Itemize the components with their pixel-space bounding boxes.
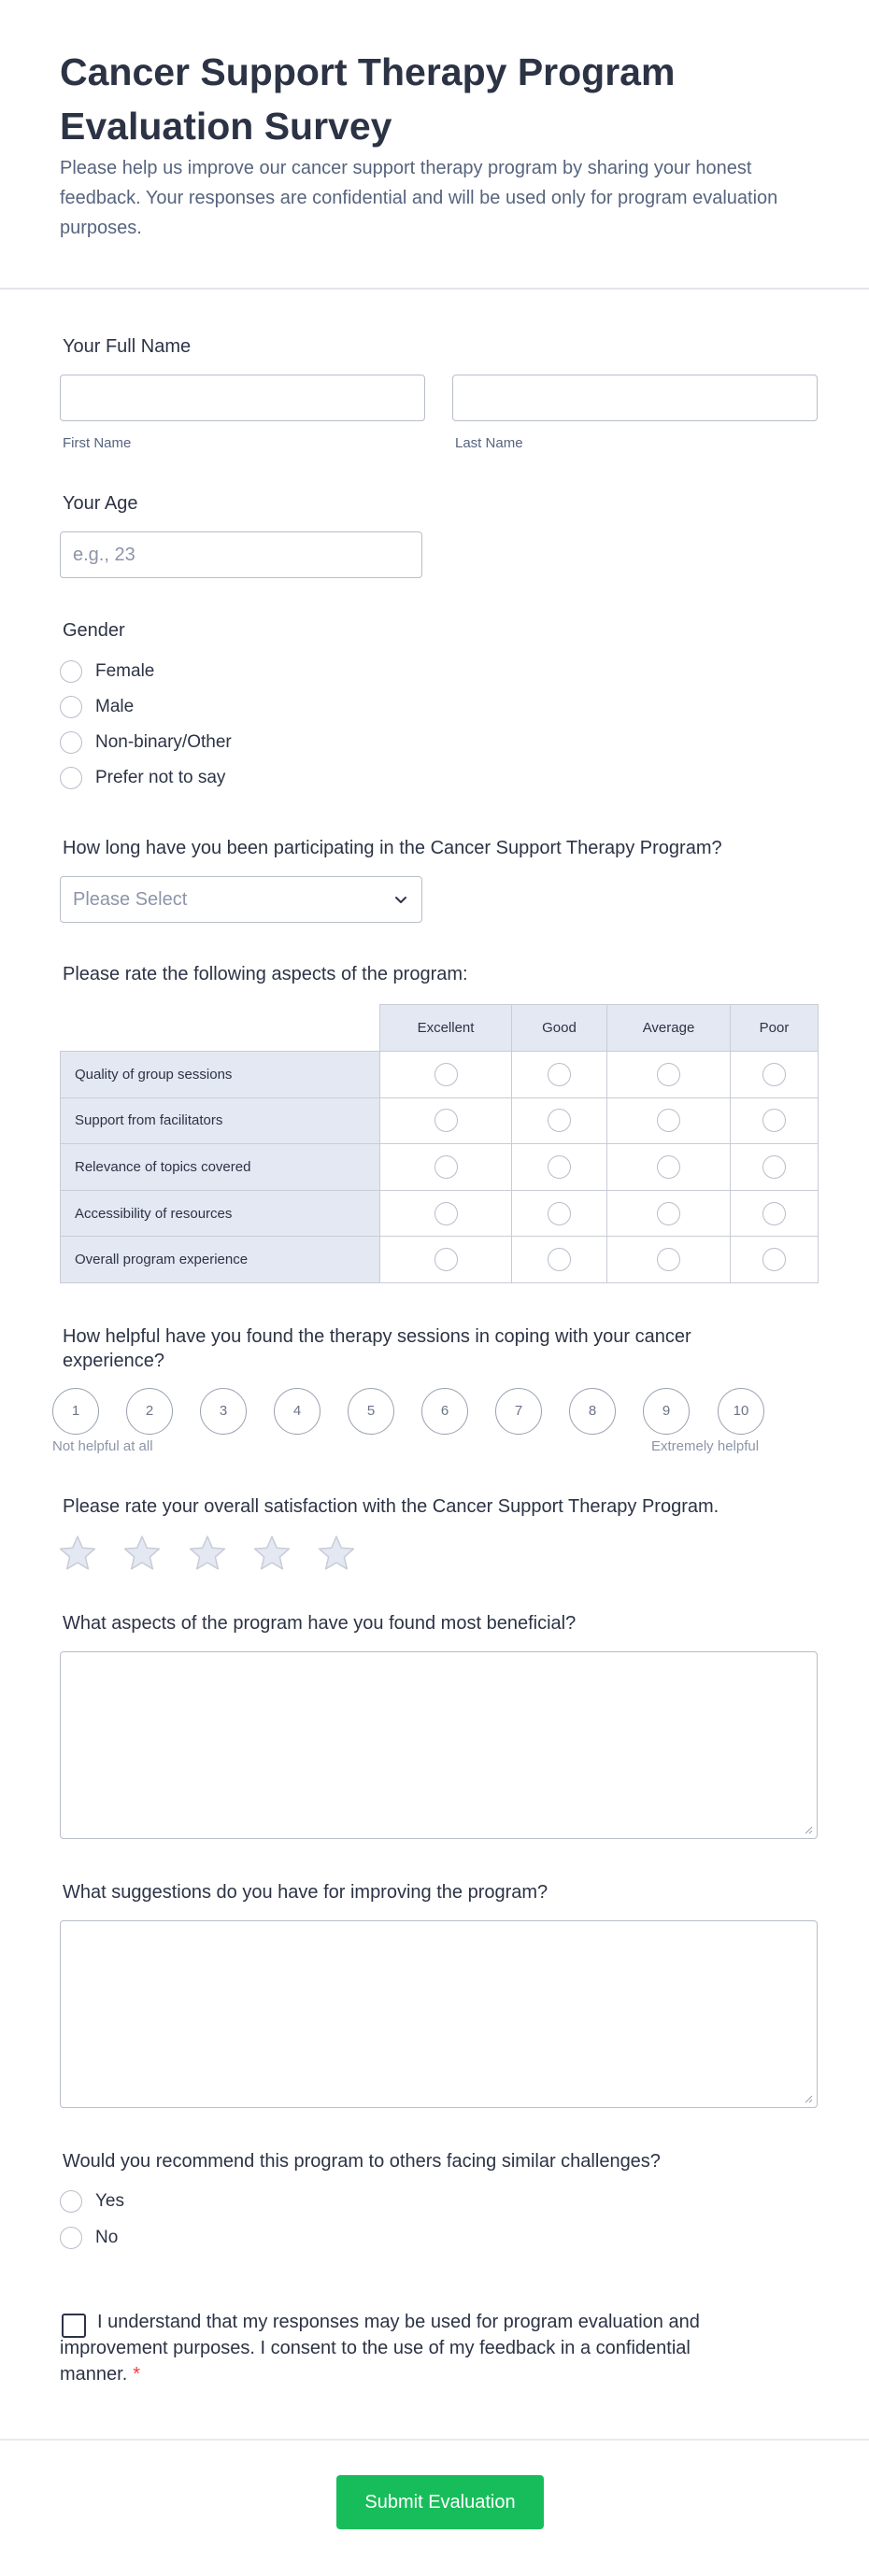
- gender-option-label: Non-binary/Other: [95, 732, 232, 752]
- matrix-radio[interactable]: [762, 1155, 786, 1179]
- matrix-radio[interactable]: [762, 1248, 786, 1271]
- gender-option-nonbinary[interactable]: [60, 729, 232, 757]
- matrix-row: [61, 1190, 819, 1237]
- recommend-option-label: Yes: [95, 2191, 124, 2211]
- scale-option-4[interactable]: 4: [274, 1388, 321, 1435]
- gender-option-label: Female: [95, 661, 155, 681]
- recommend-option-no[interactable]: [60, 2224, 118, 2252]
- duration-dropdown[interactable]: [60, 876, 422, 923]
- matrix-radio[interactable]: [548, 1248, 571, 1271]
- beneficial-textarea[interactable]: [60, 1651, 818, 1839]
- matrix-radio[interactable]: [434, 1109, 458, 1132]
- radio-button[interactable]: [60, 660, 82, 683]
- matrix-column-header: Good: [512, 1005, 607, 1052]
- matrix-radio[interactable]: [548, 1063, 571, 1086]
- matrix-corner: [61, 1005, 380, 1052]
- form-subtitle: Please help us improve our cancer support therapy program by sharing your honest feedback. Your responses are confidential and will be used only for program evaluation purposes.: [60, 158, 778, 238]
- matrix-column-header: Average: [607, 1005, 731, 1052]
- resize-grip-icon[interactable]: [804, 2094, 813, 2103]
- scale-option-7[interactable]: 7: [495, 1388, 542, 1435]
- matrix-radio[interactable]: [762, 1063, 786, 1086]
- scale-option-1[interactable]: 1: [52, 1388, 99, 1435]
- radio-button[interactable]: [60, 696, 82, 718]
- matrix-column-header: Excellent: [380, 1005, 512, 1052]
- scale-label: How helpful have you found the therapy sessions in coping with your cancer experience?: [63, 1326, 691, 1371]
- gender-option-label: Prefer not to say: [95, 768, 226, 787]
- resize-grip-icon[interactable]: [804, 1825, 813, 1834]
- recommend-option-yes[interactable]: [60, 2187, 124, 2215]
- gender-option-male[interactable]: [60, 693, 134, 721]
- star-icon[interactable]: [189, 1535, 226, 1572]
- matrix-radio[interactable]: [548, 1202, 571, 1225]
- scale-option-6[interactable]: 6: [421, 1388, 468, 1435]
- scale-option-10[interactable]: 10: [718, 1388, 764, 1435]
- form-header: [0, 0, 869, 290]
- matrix-radio[interactable]: [657, 1109, 680, 1132]
- gender-option-label: Male: [95, 697, 135, 716]
- matrix-radio[interactable]: [434, 1155, 458, 1179]
- scale-option-8[interactable]: 8: [569, 1388, 616, 1435]
- matrix-row: [61, 1237, 819, 1283]
- matrix-radio[interactable]: [434, 1248, 458, 1271]
- matrix-radio[interactable]: [657, 1155, 680, 1179]
- matrix-row-label: Relevance of topics covered: [61, 1144, 380, 1191]
- footer-divider: [0, 2439, 869, 2441]
- beneficial-label: What aspects of the program have you found most beneficial?: [63, 1613, 577, 1634]
- satisfaction-label: Please rate your overall satisfaction with the Cancer Support Therapy Program.: [63, 1496, 719, 1517]
- duration-label: How long have you been participating in the Cancer Support Therapy Program?: [63, 838, 722, 858]
- first-name-input[interactable]: [60, 375, 425, 421]
- matrix-column-header: Poor: [731, 1005, 819, 1052]
- consent-text: I understand that my responses may be used for program evaluation and improvement purposes. I consent to the use of my feedback in a confidential manner.: [60, 2312, 700, 2385]
- last-name-input[interactable]: [452, 375, 818, 421]
- recommend-option-label: No: [95, 2228, 119, 2247]
- scale-option-5[interactable]: 5: [348, 1388, 394, 1435]
- radio-button[interactable]: [60, 2190, 82, 2213]
- last-name-sublabel: Last Name: [455, 435, 523, 451]
- age-label: Your Age: [63, 493, 138, 514]
- matrix-radio[interactable]: [434, 1202, 458, 1225]
- chevron-down-icon: [392, 890, 410, 909]
- matrix-row: [61, 1144, 819, 1191]
- star-icon[interactable]: [318, 1535, 355, 1572]
- scale-min-label: Not helpful at all: [52, 1438, 153, 1454]
- consent-label: [60, 2309, 714, 2387]
- matrix-row-label: Quality of group sessions: [61, 1052, 380, 1098]
- matrix-row-label: Accessibility of resources: [61, 1190, 380, 1237]
- matrix-label: Please rate the following aspects of the program:: [63, 964, 468, 984]
- gender-label: Gender: [63, 620, 125, 641]
- matrix-radio[interactable]: [657, 1063, 680, 1086]
- star-icon[interactable]: [253, 1535, 291, 1572]
- gender-option-female[interactable]: [60, 658, 154, 686]
- matrix-radio[interactable]: [762, 1202, 786, 1225]
- submit-button[interactable]: Submit Evaluation: [336, 2475, 544, 2529]
- suggestions-label: What suggestions do you have for improving the program?: [63, 1882, 548, 1903]
- radio-button[interactable]: [60, 767, 82, 789]
- matrix-radio[interactable]: [434, 1063, 458, 1086]
- matrix-radio[interactable]: [548, 1155, 571, 1179]
- matrix-radio[interactable]: [762, 1109, 786, 1132]
- scale-max-label: Extremely helpful: [651, 1438, 760, 1454]
- matrix-radio[interactable]: [657, 1248, 680, 1271]
- star-icon[interactable]: [59, 1535, 96, 1572]
- radio-button[interactable]: [60, 731, 82, 754]
- scale-option-9[interactable]: 9: [643, 1388, 690, 1435]
- form-title: Cancer Support Therapy Program Evaluation Survey: [60, 50, 676, 148]
- rating-matrix: [60, 1004, 819, 1283]
- matrix-radio[interactable]: [548, 1109, 571, 1132]
- suggestions-textarea[interactable]: [60, 1920, 818, 2108]
- first-name-sublabel: First Name: [63, 435, 132, 451]
- star-icon[interactable]: [123, 1535, 161, 1572]
- matrix-radio[interactable]: [657, 1202, 680, 1225]
- matrix-row: [61, 1052, 819, 1098]
- recommend-label: Would you recommend this program to others facing similar challenges?: [63, 2151, 661, 2172]
- matrix-row: [61, 1097, 819, 1144]
- required-mark: *: [133, 2364, 141, 2385]
- scale-option-3[interactable]: 3: [200, 1388, 247, 1435]
- gender-option-prefer-not[interactable]: [60, 764, 225, 792]
- full-name-label: Your Full Name: [63, 336, 192, 357]
- dropdown-placeholder: Please Select: [73, 889, 188, 910]
- matrix-row-label: Support from facilitators: [61, 1097, 380, 1144]
- age-input[interactable]: e.g., 23: [60, 531, 422, 578]
- matrix-row-label: Overall program experience: [61, 1237, 380, 1283]
- scale-option-2[interactable]: 2: [126, 1388, 173, 1435]
- radio-button[interactable]: [60, 2227, 82, 2249]
